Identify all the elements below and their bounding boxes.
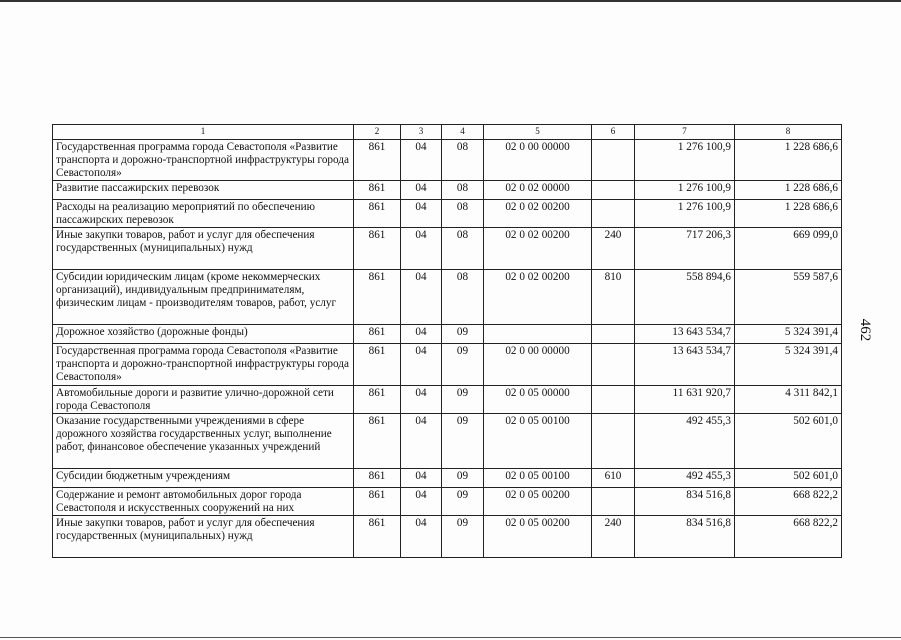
row-section-cell: 04: [401, 413, 442, 468]
row-grbs-cell: 861: [354, 180, 401, 199]
row-target-article-cell: [484, 324, 592, 343]
row-amount-2-cell: 559 587,6: [735, 269, 842, 324]
row-section-cell: 04: [401, 140, 442, 181]
row-amount-2-cell: 5 324 391,4: [735, 343, 842, 385]
row-subsection-cell: 09: [442, 515, 484, 557]
row-section-cell: 04: [401, 343, 442, 385]
row-amount-2-cell: 1 228 686,6: [735, 199, 842, 227]
row-name-cell: Государственная программа города Севастополя «Развитие транспорта и дорожно-транспортной инфраструктуры города Севастополя»: [53, 343, 354, 385]
row-target-article-cell: 02 0 00 00000: [484, 343, 592, 385]
table-row: [53, 269, 842, 324]
row-amount-1-cell: 717 206,3: [635, 227, 735, 269]
row-expense-type-cell: [592, 413, 635, 468]
table-row: [53, 413, 842, 468]
row-name-cell: Субсидии бюджетным учреждениям: [53, 468, 354, 487]
row-amount-1-cell: 834 516,8: [635, 487, 735, 515]
table-row: [53, 324, 842, 343]
row-name-cell: Содержание и ремонт автомобильных дорог города Севастополя и искусственных сооружений на них: [53, 487, 354, 515]
table-row: [53, 227, 842, 269]
row-subsection-cell: 09: [442, 324, 484, 343]
row-amount-1-cell: 492 455,3: [635, 413, 735, 468]
row-expense-type-cell: [592, 385, 635, 413]
row-subsection-cell: 08: [442, 199, 484, 227]
row-name-cell: Иные закупки товаров, работ и услуг для обеспечения государственных (муниципальных) нужд: [53, 227, 354, 269]
table-row: [53, 487, 842, 515]
col-header-2: 2: [354, 125, 401, 140]
row-amount-1-cell: 1 276 100,9: [635, 199, 735, 227]
row-name-cell: Расходы на реализацию мероприятий по обеспечению пассажирских перевозок: [53, 199, 354, 227]
row-subsection-cell: 09: [442, 468, 484, 487]
table-row: [53, 468, 842, 487]
row-target-article-cell: 02 0 05 00100: [484, 468, 592, 487]
row-amount-2-cell: 502 601,0: [735, 413, 842, 468]
row-expense-type-cell: 240: [592, 515, 635, 557]
col-header-3: 3: [401, 125, 442, 140]
row-subsection-cell: 09: [442, 487, 484, 515]
row-grbs-cell: 861: [354, 413, 401, 468]
row-amount-1-cell: 11 631 920,7: [635, 385, 735, 413]
row-subsection-cell: 09: [442, 343, 484, 385]
column-number-row: [53, 125, 842, 140]
row-target-article-cell: 02 0 05 00200: [484, 515, 592, 557]
row-amount-1-cell: 13 643 534,7: [635, 343, 735, 385]
row-grbs-cell: 861: [354, 385, 401, 413]
budget-table: [52, 124, 842, 558]
row-amount-2-cell: 4 311 842,1: [735, 385, 842, 413]
scan-border-bottom: [0, 637, 901, 638]
row-amount-1-cell: 492 455,3: [635, 468, 735, 487]
row-expense-type-cell: [592, 199, 635, 227]
row-amount-2-cell: 668 822,2: [735, 487, 842, 515]
row-amount-1-cell: 1 276 100,9: [635, 180, 735, 199]
row-target-article-cell: 02 0 02 00000: [484, 180, 592, 199]
col-header-8: 8: [735, 125, 842, 140]
row-section-cell: 04: [401, 515, 442, 557]
row-amount-1-cell: 13 643 534,7: [635, 324, 735, 343]
budget-table-body: [53, 125, 842, 558]
row-grbs-cell: 861: [354, 515, 401, 557]
table-row: [53, 343, 842, 385]
table-row: [53, 385, 842, 413]
page-number: 462: [857, 318, 873, 342]
row-grbs-cell: 861: [354, 343, 401, 385]
col-header-6: 6: [592, 125, 635, 140]
col-header-4: 4: [442, 125, 484, 140]
col-header-7: 7: [635, 125, 735, 140]
row-subsection-cell: 09: [442, 385, 484, 413]
table-row: [53, 180, 842, 199]
row-target-article-cell: 02 0 02 00200: [484, 199, 592, 227]
row-section-cell: 04: [401, 324, 442, 343]
col-header-1: 1: [53, 125, 354, 140]
row-name-cell: Государственная программа города Севастополя «Развитие транспорта и дорожно-транспортной инфраструктуры города Севастополя»: [53, 140, 354, 181]
row-amount-2-cell: 1 228 686,6: [735, 140, 842, 181]
row-subsection-cell: 08: [442, 269, 484, 324]
row-amount-2-cell: 1 228 686,6: [735, 180, 842, 199]
row-target-article-cell: 02 0 05 00000: [484, 385, 592, 413]
row-amount-2-cell: 669 099,0: [735, 227, 842, 269]
row-name-cell: Оказание государственными учреждениями в сфере дорожного хозяйства государственных услуг, выполнение работ, финансовое обеспечение указанных учреждений: [53, 413, 354, 468]
row-section-cell: 04: [401, 180, 442, 199]
row-subsection-cell: 08: [442, 180, 484, 199]
row-amount-1-cell: 558 894,6: [635, 269, 735, 324]
row-section-cell: 04: [401, 487, 442, 515]
row-expense-type-cell: [592, 180, 635, 199]
row-grbs-cell: 861: [354, 199, 401, 227]
row-expense-type-cell: 240: [592, 227, 635, 269]
row-subsection-cell: 09: [442, 413, 484, 468]
row-name-cell: Субсидии юридическим лицам (кроме некоммерческих организаций), индивидуальным предпринимателям, физическим лицам - производителям товаров, работ, услуг: [53, 269, 354, 324]
row-grbs-cell: 861: [354, 487, 401, 515]
row-section-cell: 04: [401, 269, 442, 324]
row-subsection-cell: 08: [442, 227, 484, 269]
row-amount-2-cell: 5 324 391,4: [735, 324, 842, 343]
row-name-cell: Иные закупки товаров, работ и услуг для обеспечения государственных (муниципальных) нужд: [53, 515, 354, 557]
row-name-cell: Дорожное хозяйство (дорожные фонды): [53, 324, 354, 343]
row-name-cell: Автомобильные дороги и развитие улично-дорожной сети города Севастополя: [53, 385, 354, 413]
row-amount-2-cell: 502 601,0: [735, 468, 842, 487]
row-amount-1-cell: 1 276 100,9: [635, 140, 735, 181]
row-expense-type-cell: [592, 487, 635, 515]
col-header-5: 5: [484, 125, 592, 140]
row-grbs-cell: 861: [354, 227, 401, 269]
row-target-article-cell: 02 0 05 00100: [484, 413, 592, 468]
row-section-cell: 04: [401, 199, 442, 227]
row-target-article-cell: 02 0 05 00200: [484, 487, 592, 515]
row-target-article-cell: 02 0 00 00000: [484, 140, 592, 181]
row-expense-type-cell: [592, 343, 635, 385]
row-section-cell: 04: [401, 385, 442, 413]
table-row: [53, 515, 842, 557]
row-grbs-cell: 861: [354, 140, 401, 181]
row-target-article-cell: 02 0 02 00200: [484, 227, 592, 269]
row-expense-type-cell: [592, 140, 635, 181]
table-row: [53, 199, 842, 227]
row-grbs-cell: 861: [354, 324, 401, 343]
row-expense-type-cell: [592, 324, 635, 343]
row-grbs-cell: 861: [354, 468, 401, 487]
row-target-article-cell: 02 0 02 00200: [484, 269, 592, 324]
row-name-cell: Развитие пассажирских перевозок: [53, 180, 354, 199]
scan-border-top: [0, 0, 901, 2]
row-amount-2-cell: 668 822,2: [735, 515, 842, 557]
row-section-cell: 04: [401, 227, 442, 269]
row-subsection-cell: 08: [442, 140, 484, 181]
row-expense-type-cell: 810: [592, 269, 635, 324]
row-amount-1-cell: 834 516,8: [635, 515, 735, 557]
row-section-cell: 04: [401, 468, 442, 487]
row-grbs-cell: 861: [354, 269, 401, 324]
row-expense-type-cell: 610: [592, 468, 635, 487]
table-row: [53, 140, 842, 181]
